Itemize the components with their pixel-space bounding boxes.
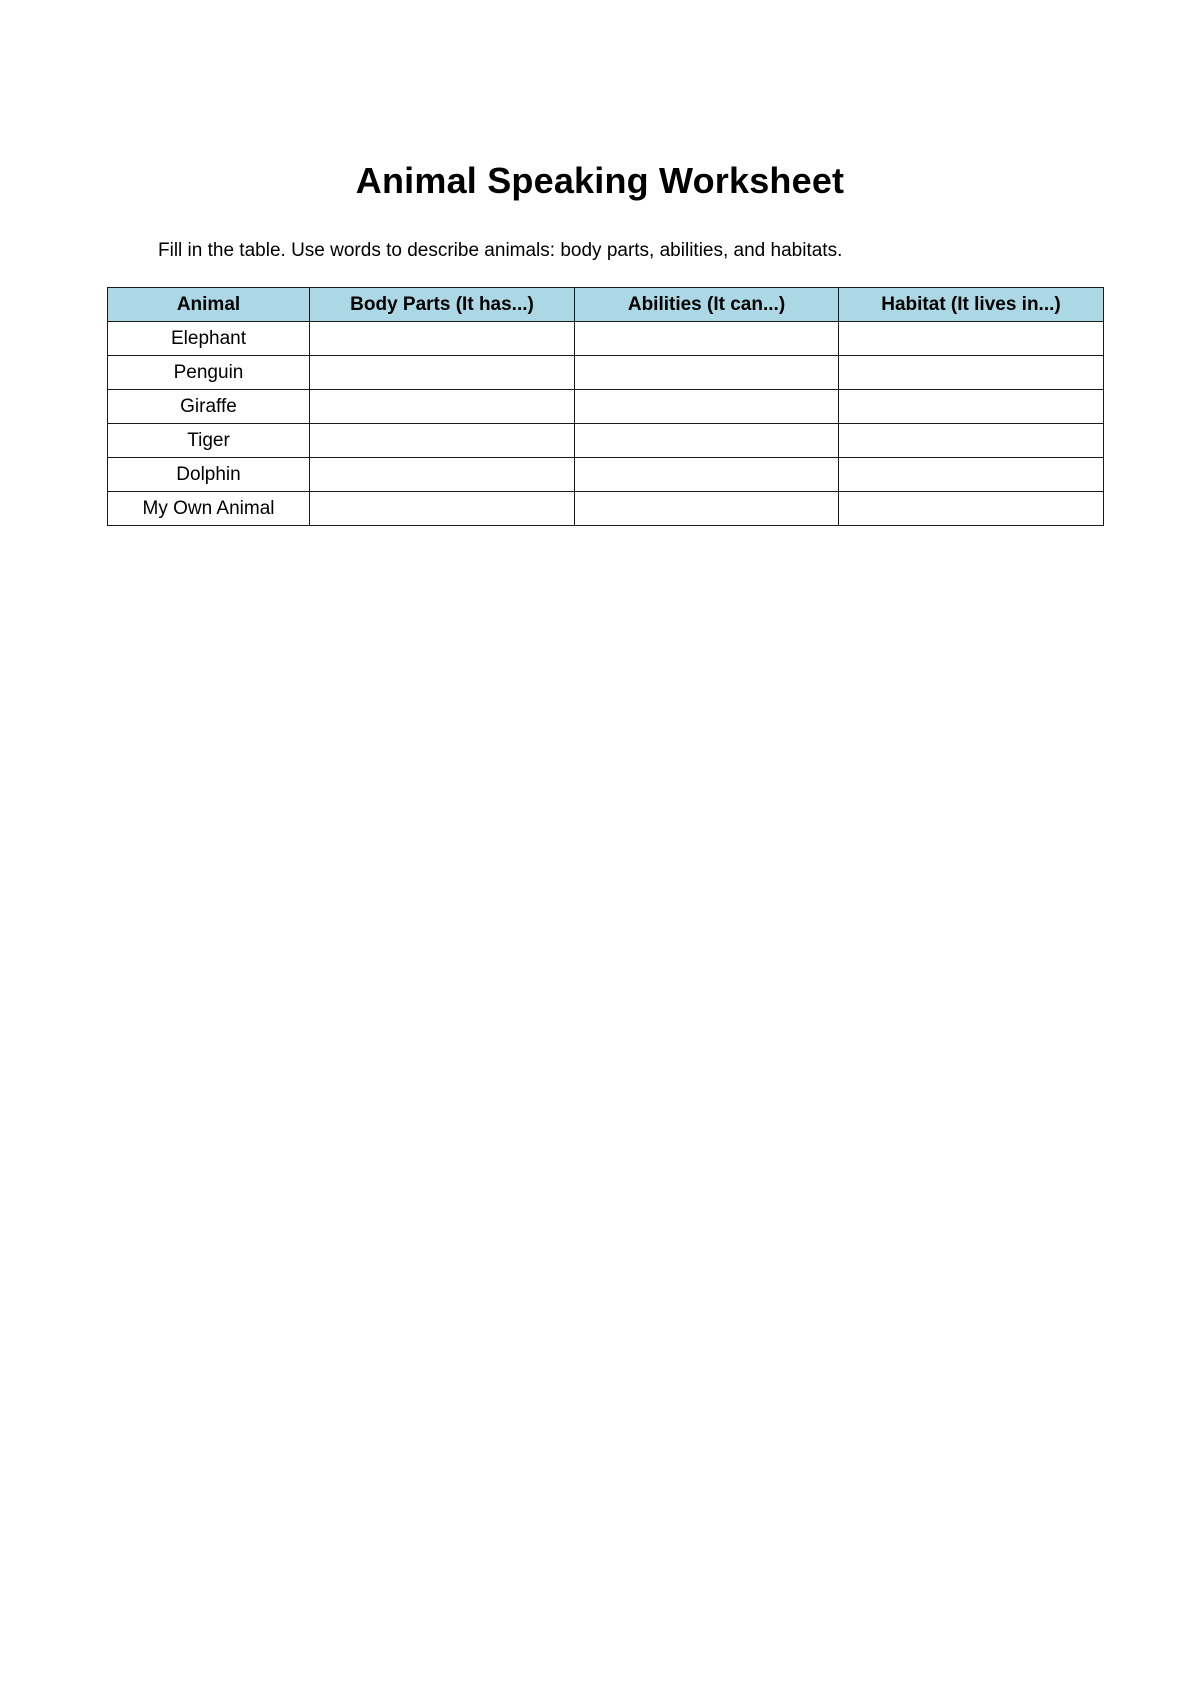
habitat-cell[interactable]	[839, 322, 1104, 356]
column-header-body-parts: Body Parts (It has...)	[310, 288, 575, 322]
habitat-cell[interactable]	[839, 424, 1104, 458]
body-parts-cell[interactable]	[310, 390, 575, 424]
table-row	[108, 356, 1104, 390]
body-parts-cell[interactable]	[310, 356, 575, 390]
table-row	[108, 492, 1104, 526]
animal-name-cell: Penguin	[108, 356, 310, 390]
habitat-cell[interactable]	[839, 356, 1104, 390]
instructions-text: Fill in the table. Use words to describe animals: body parts, abilities, and habitats.	[158, 240, 843, 261]
animal-name-cell: Tiger	[108, 424, 310, 458]
abilities-cell[interactable]	[575, 458, 839, 492]
body-parts-cell[interactable]	[310, 458, 575, 492]
column-header-habitat: Habitat (It lives in...)	[839, 288, 1104, 322]
table-row	[108, 322, 1104, 356]
body-parts-cell[interactable]	[310, 322, 575, 356]
habitat-cell[interactable]	[839, 458, 1104, 492]
column-header-abilities: Abilities (It can...)	[575, 288, 839, 322]
animal-name-cell: My Own Animal	[108, 492, 310, 526]
animal-name-cell: Dolphin	[108, 458, 310, 492]
table-row	[108, 424, 1104, 458]
habitat-cell[interactable]	[839, 492, 1104, 526]
animal-name-cell: Giraffe	[108, 390, 310, 424]
abilities-cell[interactable]	[575, 356, 839, 390]
table-row	[108, 458, 1104, 492]
table-header-row	[108, 288, 1104, 322]
abilities-cell[interactable]	[575, 322, 839, 356]
column-header-animal: Animal	[108, 288, 310, 322]
habitat-cell[interactable]	[839, 390, 1104, 424]
abilities-cell[interactable]	[575, 424, 839, 458]
abilities-cell[interactable]	[575, 492, 839, 526]
table-row	[108, 390, 1104, 424]
body-parts-cell[interactable]	[310, 492, 575, 526]
animal-name-cell: Elephant	[108, 322, 310, 356]
animal-table	[107, 287, 1104, 526]
body-parts-cell[interactable]	[310, 424, 575, 458]
abilities-cell[interactable]	[575, 390, 839, 424]
page-title: Animal Speaking Worksheet	[355, 160, 845, 201]
